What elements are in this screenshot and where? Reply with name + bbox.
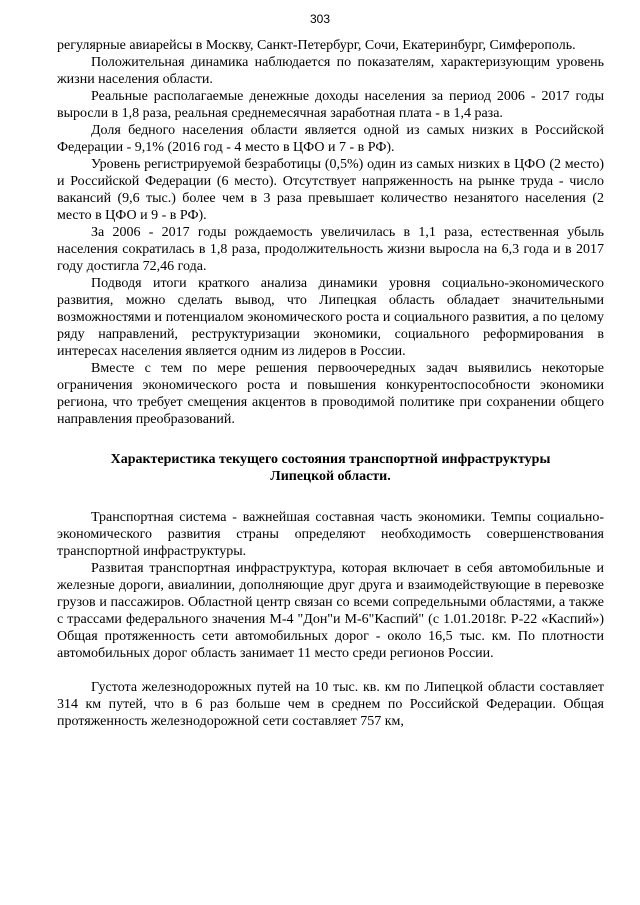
paragraph-spacer <box>57 662 604 679</box>
page-number: 303 <box>309 12 331 26</box>
section-heading-line2: Липецкой области. <box>270 469 391 484</box>
paragraph-income: Реальные располагаемые денежные доходы населения за период 2006 - 2017 годы выросли в 1,8 раза, реальная среднемесячная заработная плата - в 1,4 раза. <box>57 89 604 121</box>
paragraph-transport-infrastructure: Развитая транспортная инфраструктура, которая включает в себя автомобильные и железные дороги, авиалинии, дополняющие друг друга и взаимодействующие в перевозке грузов и пассажиров. Областной центр связан со всеми сопредельными областями, а также с трассами федерального значения М-4 "Дон"и М-6"Каспий" (с 1.01.2018г. Р-22 «Каспий») Общая протяженность сети автомобильных дорог - около 16,5 тыс. км. По плотности автомобильных дорог область занимает 11 место среди регионов России. <box>57 561 604 661</box>
paragraph-airlines: регулярные авиарейсы в Москву, Санкт-Петербург, Сочи, Екатеринбург, Симферополь. <box>57 38 576 53</box>
paragraph-summary: Подводя итоги краткого анализа динамики уровня социально-экономического развития, можно сделать вывод, что Липецкая область обладает значительными возможностями и потенциалом экономического роста и социального развития, а по целому ряду направлений, реструктуризации экономики, социального реформирования в интересах населения является одним из лидеров в России. <box>57 276 604 359</box>
paragraph-railways: Густота железнодорожных путей на 10 тыс. кв. км по Липецкой области составляет 314 км путей, что в 6 раз больше чем в среднем по Российской Федерации. Общая протяженность железнодорожной сети составляет 757 км, <box>57 680 604 729</box>
section-heading-line1: Характеристика текущего состояния транспортной инфраструктуры <box>110 452 551 467</box>
paragraph-living-standards: Положительная динамика наблюдается по показателям, характеризующим уровень жизни населения области. <box>57 55 604 87</box>
paragraph-transport-system: Транспортная система - важнейшая составная часть экономики. Темпы социально-экономического развития страны определяют необходимость совершенствования транспортной инфраструктуры. <box>57 510 604 559</box>
paragraph-unemployment: Уровень регистрируемой безработицы (0,5%) один из самых низких в ЦФО (2 место) и Российской Федерации (6 место). Отсутствует напряженность на рынке труда - число вакансий (9,6 тыс.) более чем в 3 раза превышает количество незанятого населения (2 место в ЦФО и 9 - в РФ). <box>57 157 604 223</box>
paragraph-poverty: Доля бедного населения области является одной из самых низких в Российской Федерации - 9,1% (2016 год - 4 место в ЦФО и 7 - в РФ). <box>57 123 604 155</box>
section-heading <box>57 451 604 485</box>
paragraph-demography: За 2006 - 2017 годы рождаемость увеличилась в 1,1 раза, естественная убыль населения сократилась в 1,8 раза, продолжительность жизни выросла на 6,3 года и в 2017 году достигла 72,46 года. <box>57 225 604 274</box>
paragraph-constraints: Вместе с тем по мере решения первоочередных задач выявились некоторые ограничения экономического роста и повышения конкурентоспособности экономики региона, что требует смещения акцентов в проводимой политике при сохранении общего направления преобразований. <box>57 361 604 427</box>
document-body <box>57 37 604 730</box>
